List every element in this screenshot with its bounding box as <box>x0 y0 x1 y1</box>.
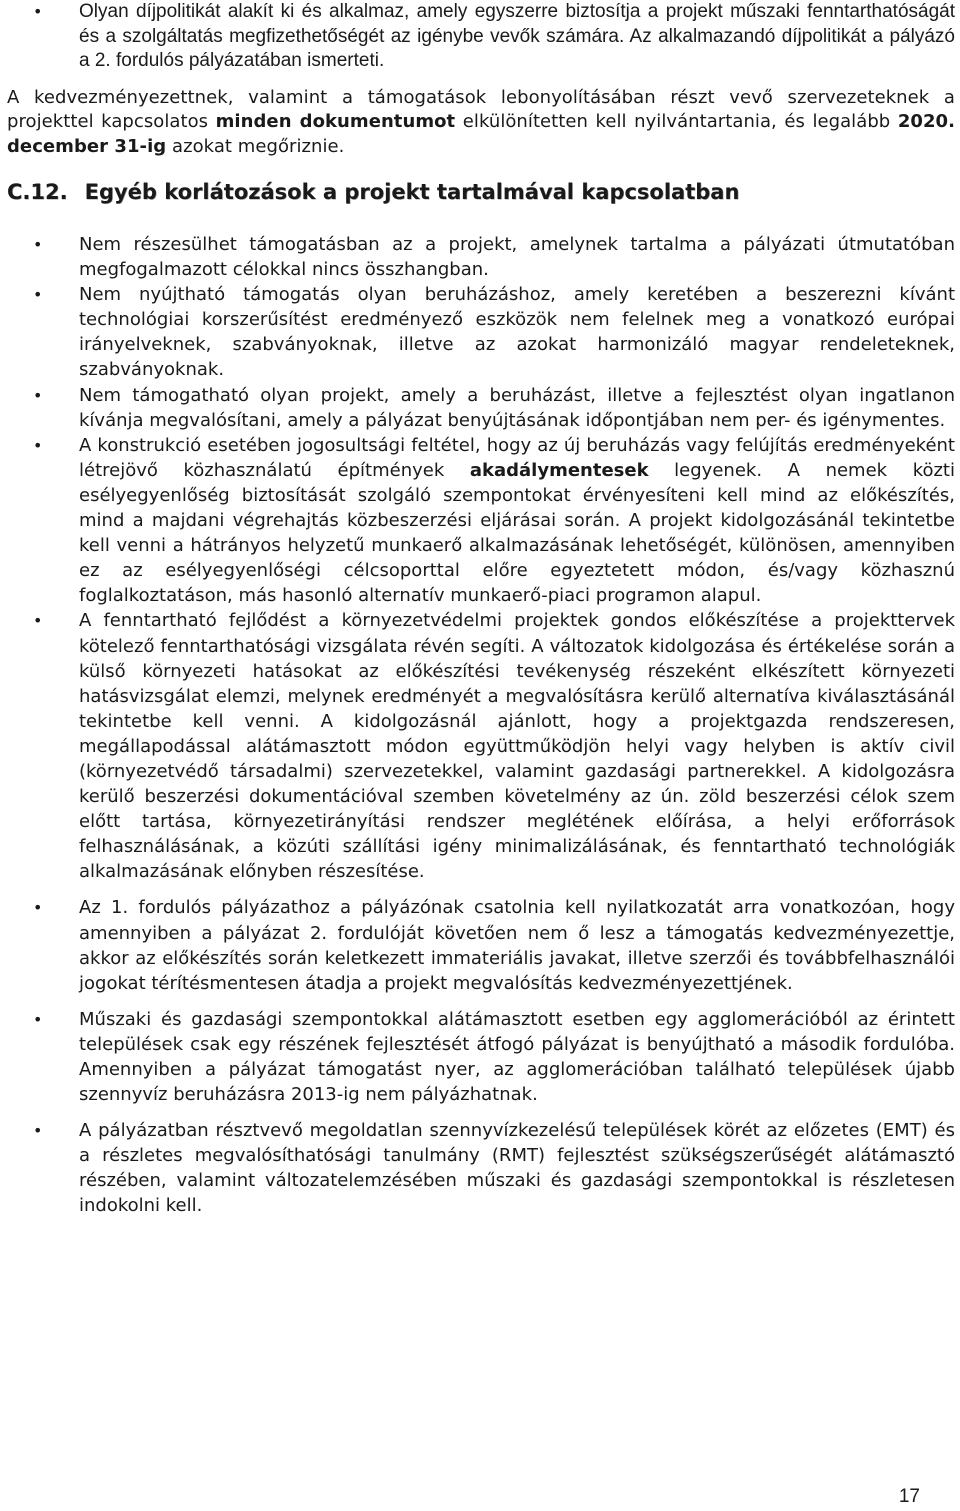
intro-text-2: elkülönítetten kell nyilvántartania, és legalább <box>455 111 898 132</box>
intro-text-1: A kedvezményezettnek, valamint a támogatások lebonyolításában részt vevő szervezeteknek a projekttel kapcsolatos <box>7 86 955 132</box>
section-number: C.12. <box>7 180 68 204</box>
bullet-text: Nem részesülhet támogatásban az a projekt, amelynek tartalma a pályázati útmutatóban megfogalmazott célokkal nincs összhangban. <box>79 234 955 281</box>
list-item <box>7 433 955 609</box>
bullet-text: Olyan díjpolitikát alakít ki és alkalmaz, amely egyszerre biztosítja a projekt műszaki fenntarthatóságát és a szolgáltatás megfizethetőségét az igénybe vevők számára. Az alkalmazandó díjpolitikát a pályázó a 2. fordulós pályázatában ismerteti. <box>79 1 955 71</box>
bullet-text: legyenek. A nemek közti esélyegyenlőség biztosítását szolgáló szempontokat érvényesíteni kell mind az előkészítés, mind a majdani végrehajtás közbeszerzési eljárásai során. A projekt kidolgozásánál tekintetbe kell venni a hátrányos helyzetű munkaerő alkalmazásának lehetőségét, különösen, amennyiben ez az esélyegyenlőségi célcsoporttal előre egyeztetett módon, és/vagy közhasznú foglalkoztatáson, más hasonló alternatív munkaerő-piaci programon alapul. <box>79 459 955 607</box>
section-heading <box>7 180 955 204</box>
bullet-text: Az 1. fordulós pályázathoz a pályázónak csatolnia kell nyilatkozatát arra vonatkozóan, hogy amennyiben a pályázat 2. fordulóját követően nem ő lesz a támogatás kedvezményezettje, akkor az előkészítés során keletkezett immateriális javakat, illetve szerzői és továbbfelhasználói jogokat térítésmentesen átadja a projekt megvalósítás kedvezményezettjének. <box>79 897 955 994</box>
list-item <box>7 1007 955 1107</box>
restrictions-list <box>7 232 955 1219</box>
intro-paragraph <box>7 86 955 160</box>
bullet-bold-text: akadálymentesek <box>469 459 649 481</box>
list-item <box>7 232 955 282</box>
section-title: Egyéb korlátozások a projekt tartalmával kapcsolatban <box>84 180 740 204</box>
document-page <box>7 0 955 1219</box>
list-item <box>7 1118 955 1218</box>
top-bullet-list <box>7 0 955 74</box>
bullet-text: A fenntartható fejlődést a környezetvédelmi projektek gondos előkészítése a projekttervek kötelező fenntarthatósági vizsgálata révén segíti. A változatok kidolgozása és értékelése során a külső környezeti hatásokat az előkészítési tevékenység részeként elkészített környezeti hatásvizsgálat elemzi, melynek eredményét a megvalósításra kerülő alternatíva kiválasztásánál tekintetbe kell venni. A kidolgozásnál ajánlott, hogy a projektgazda rendszeresen, megállapodással alátámasztott módon együttműködjön helyi vagy helyben is aktív civil (környezetvédő társadalmi) szervezetekkel, valamint gazdasági partnerekkel. A kidolgozásra kerülő beszerzési dokumentációval szemben követelmény az ún. zöld beszerzési célok szem előtt tartása, környezetirányítási rendszer meglétének előírása, a helyi erőforrások felhasználásának, a közúti szállítási igény minimalizálásának, és fenntartható technológiák alkalmazásának előnyben részesítése. <box>79 610 955 883</box>
intro-bold-date: 2020. december 31-ig <box>7 111 956 157</box>
list-item <box>7 0 955 74</box>
list-item <box>7 383 955 433</box>
bullet-text: Nem támogatható olyan projekt, amely a beruházást, illetve a fejlesztést olyan ingatlanon kívánja megvalósítani, amely a pályázat benyújtásának időpontjában nem per- és igénymentes. <box>79 384 955 431</box>
list-item <box>7 608 955 884</box>
bullet-text: Nem nyújtható támogatás olyan beruházáshoz, amely keretében a beszerezni kívánt technológiai korszerűsítést eredményező eszközök nem felelnek meg a vonatkozó európai irányelveknek, szabványoknak, illetve az azokat harmonizáló magyar rendeleteknek, szabványoknak. <box>79 284 955 381</box>
bullet-text: Műszaki és gazdasági szempontokkal alátámasztott esetben egy agglomerációból az érintett települések csak egy részének fejlesztését átfogó pályázat is benyújtható a második fordulóba. Amennyiben a pályázat támogatást nyer, az agglomerációban található települések újabb szennyvíz beruházásra 2013-ig nem pályázhatnak. <box>79 1008 955 1106</box>
bullet-text: A pályázatban résztvevő megoldatlan szennyvízkezelésű települések körét az előzetes (EMT) és a részletes megvalósíthatósági tanulmány (RMT) fejlesztést szükségszerűségét alátámasztó részében, valamint változatelemzésében műszaki és gazdasági szempontokkal is részletesen indokolni kell. <box>79 1120 955 1217</box>
intro-bold-documents: minden dokumentumot <box>215 111 456 132</box>
page-number: 17 <box>898 1486 920 1507</box>
list-item <box>7 282 955 382</box>
list-item <box>7 895 955 995</box>
bullet-text: A konstrukció esetében jogosultsági feltétel, hogy az új beruházás vagy felújítás eredményeként létrejövő közhasználatú építmények <box>79 434 955 481</box>
intro-text-3: azokat megőriznie. <box>166 135 345 157</box>
